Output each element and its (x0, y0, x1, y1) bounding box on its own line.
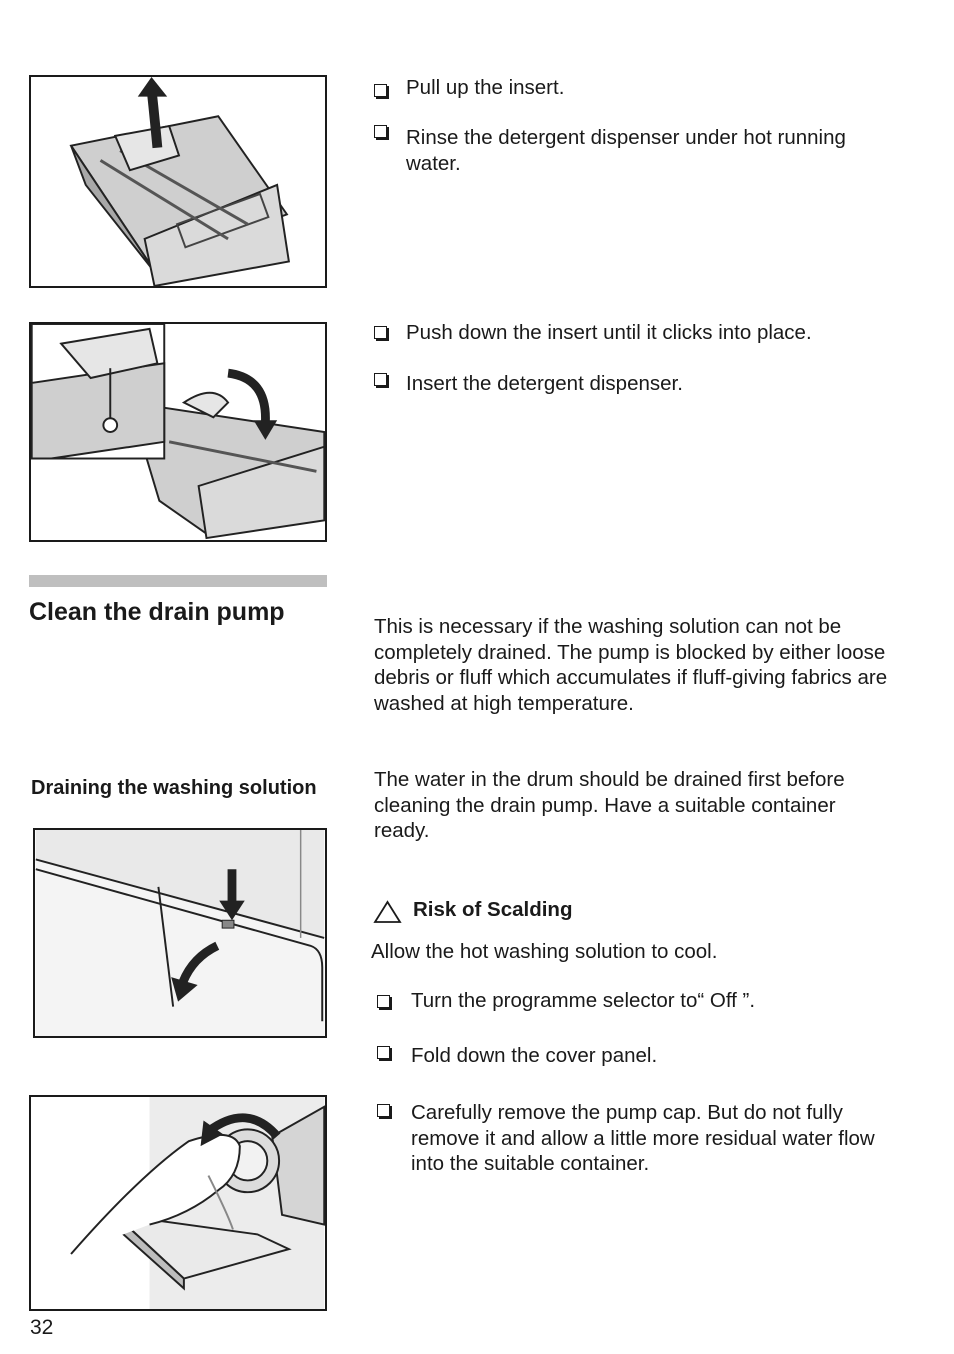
figure-push-down-insert (29, 322, 327, 542)
checkbox-icon (377, 1104, 390, 1117)
checkbox-icon (374, 125, 387, 138)
page-number: 32 (30, 1316, 54, 1339)
step-text: Fold down the cover panel. (411, 1044, 658, 1067)
warning-triangle-icon (373, 900, 402, 924)
step-text: Push down the insert until it clicks into place. (406, 321, 812, 344)
subsection-title: Draining the washing solution (31, 777, 317, 799)
checkbox-icon (374, 326, 387, 339)
step-text: Insert the detergent dispenser. (406, 372, 683, 395)
warning-text: Allow the hot washing solution to cool. (371, 940, 718, 963)
figure-pump-cap (29, 1095, 327, 1311)
figure-cover-panel (33, 828, 327, 1038)
checkbox-icon (377, 995, 390, 1008)
step-text: Rinse the detergent dispenser under hot running water. (406, 126, 846, 175)
checkbox-icon (374, 373, 387, 386)
step-text: Turn the programme selector to“ Off ”. (411, 989, 756, 1012)
step-text: Pull up the insert. (406, 76, 565, 99)
checkbox-icon (374, 84, 387, 97)
section-title: Clean the drain pump (29, 598, 285, 626)
subsection-intro: The water in the drum should be drained first before cleaning the drain pump. Have a suitable container ready. (374, 768, 845, 842)
checkbox-icon (377, 1046, 390, 1059)
section-divider (29, 575, 327, 587)
step-text: Carefully remove the pump cap. But do not fully remove it and allow a little more residual water flow into the suitable container. (411, 1101, 875, 1175)
section-intro: This is necessary if the washing solution can not be completely drained. The pump is blocked by either loose debris or fluff which accumulates if fluff-giving fabrics are washed at high temperature. (374, 615, 888, 715)
warning-title: Risk of Scalding (413, 898, 573, 921)
figure-pull-up-insert (29, 75, 327, 288)
